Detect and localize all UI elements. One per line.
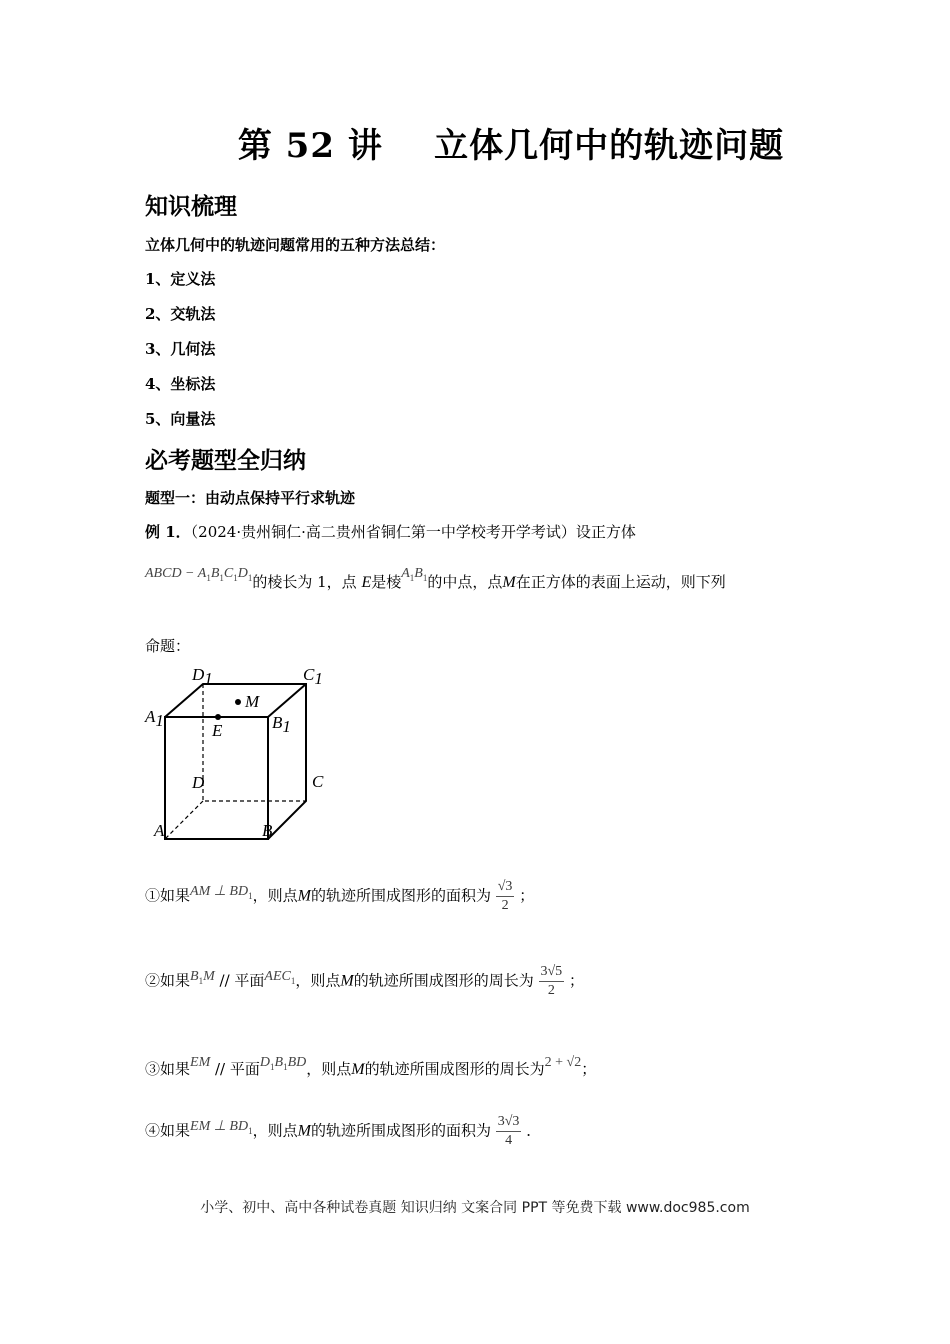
label-d1: D1 [192, 665, 213, 688]
proposition-2: ②如果$B_1M$ // 平面$AEC_1$，则点M的轨迹所围成图形的周长为 $\frac{3√5}{2}$ ； [145, 964, 584, 998]
footer-text: 小学、初中、高中各种试卷真题 知识归纳 文案合同 PPT 等免费下载 www.doc985.com [200, 1200, 750, 1216]
point-e: E [361, 574, 372, 591]
label-b: B [262, 821, 273, 840]
page-title: 第 52 讲 立体几何中的轨迹问题 [237, 126, 785, 166]
example-source: （2024·贵州铜仁·高二贵州省铜仁第一中学校考开学考试）设正方体 [190, 523, 636, 541]
method-item: 5、向量法 [145, 410, 216, 428]
label-c: C [312, 772, 324, 791]
cube-top-right-edges [165, 684, 306, 839]
label-e: E [212, 721, 223, 740]
label-b1: B1 [272, 713, 291, 736]
label-c1: C1 [303, 665, 323, 688]
point-m: M [502, 574, 516, 591]
cube-hidden-edge-ad [165, 801, 203, 839]
prop2-math: $B_1M$ [190, 968, 215, 986]
prop1-fraction: $\frac{√3}{2}$ [497, 879, 513, 913]
method-item: 4、坐标法 [145, 375, 216, 393]
methods-intro: 立体几何中的轨迹问题常用的五种方法总结： [145, 236, 446, 254]
section-heading-types: 必考题型全归纳 [145, 447, 306, 474]
label-a1: A1 [145, 707, 164, 730]
point-e-dot [215, 714, 221, 720]
prop4-math: EM ⊥ $BD_1$ [190, 1118, 253, 1136]
proposition-3: ③如果EM // 平面$D_1B_1BD$，则点M的轨迹所围成图形的周长为2 + √2； [145, 1055, 597, 1078]
prop4-fraction: $\frac{3√3}{4}$ [497, 1114, 520, 1148]
proposition-1: ①如果AM ⊥ $BD_1$，则点M的轨迹所围成图形的面积为 $\frac{√3}{2}$ ； [145, 879, 535, 913]
prop3-math: EM [190, 1055, 211, 1070]
section-heading-knowledge: 知识梳理 [145, 193, 237, 220]
example-label: 例 1． [145, 523, 191, 541]
label-d: D [192, 773, 205, 792]
cube-name-math: ABCD − $A_1B_1C_1D_1$ [145, 566, 253, 583]
example-line3: 命题： [145, 637, 191, 655]
edge-a1b1-math: $A_1B_1$ [401, 566, 428, 583]
problem-type-heading: 题型一：由动点保持平行求轨迹 [145, 489, 356, 507]
point-m-dot [235, 699, 241, 705]
example-intro [145, 521, 636, 542]
prop3-plane: $D_1B_1BD$ [259, 1055, 307, 1072]
label-a: A [154, 821, 165, 840]
prop2-fraction: $\frac{3√5}{2}$ [540, 964, 563, 998]
method-item: 3、几何法 [145, 340, 216, 358]
method-item: 2、交轨法 [145, 305, 216, 323]
cube-figure [140, 660, 340, 842]
label-m: M [245, 692, 260, 711]
proposition-4: ④如果EM ⊥ $BD_1$，则点M的轨迹所围成图形的面积为 $\frac{3√3}{4}$ ． [145, 1114, 542, 1148]
method-item: 1、定义法 [145, 270, 216, 288]
prop2-plane: $AEC_1$ [264, 968, 296, 986]
example-line2: ABCD − $A_1B_1C_1D_1$的棱长为 1，点 E是棱$A_1B_1$的中点，点M在正方体的表面上运动，则下列 [145, 566, 726, 591]
prop1-math: AM ⊥ $BD_1$ [190, 883, 253, 901]
prop3-value: 2 + √2 [544, 1055, 582, 1070]
